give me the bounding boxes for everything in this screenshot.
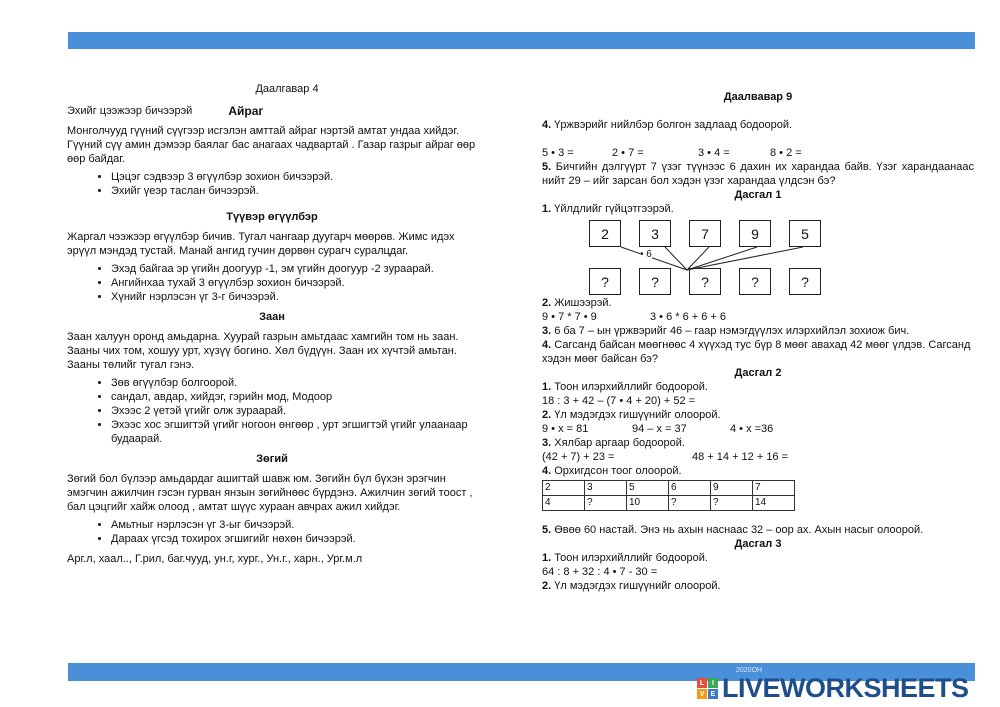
- expression: 8 • 2 =: [770, 147, 802, 159]
- expression: (42 + 7) + 23 =: [542, 451, 615, 463]
- question: 2. Үл мэдэгдэх гишүүнийг олоорой.: [542, 580, 721, 592]
- expression: 5 • 3 =: [542, 147, 574, 159]
- task-list-4: [67, 518, 477, 546]
- table-row: [543, 481, 795, 496]
- question: 1. Үйлдлийг гүйцэтгээрэй.: [542, 203, 674, 215]
- top-box-row: [589, 220, 821, 247]
- table-cell: 6: [669, 481, 711, 496]
- number-box: 9: [739, 220, 771, 247]
- exercise-title: Дасгал 3: [734, 538, 782, 550]
- question: 5. Бичгийн дэлгүүрт 7 үзэг түүнээс 6 дахин их харандаа байв. Үзэг харандаанаас нийт 29 – ийг зарсан бол хэдэн үзэг харандаа үлдсэн бэ?: [542, 161, 974, 187]
- story-title: Айраг: [228, 104, 264, 118]
- number-box: 5: [789, 220, 821, 247]
- bottom-box-row: [589, 268, 821, 295]
- instruction: Эхийг цээжээр бичээрэй: [67, 105, 193, 117]
- story-text: Монголчууд гүүний сүүгээр исгэлэн амттай айраг нэртэй амтат ундаа хийдэг. Гүүний сүү амин дэмээр баялаг бас анагаах чадвартай . Газар газрыг айраг өөр өөр байдаг.: [67, 125, 476, 165]
- year-label: 2020ОН: [736, 667, 763, 674]
- fill-words: Арг.л, хаал.., Г.рил, баг.чууд, ун.г, хург., Ун.г., харн., Ург.м.л: [67, 553, 363, 565]
- section-text: Заан халуун оронд амьдарна. Хуурай газрын амьтдаас хамгийн том нь заан. Зааны чих том, хошуу урт, хүзүү богино. Хөл бүдүүн. Заан их хүчтэй амьтан. Зааны төлийг тугал гэнэ.: [67, 331, 459, 371]
- expression-row: [542, 310, 974, 324]
- expression: 48 + 14 + 12 + 16 =: [692, 451, 789, 463]
- task-list-2: [67, 262, 477, 304]
- table-cell: 14: [753, 496, 795, 511]
- section-text: Зөгий бол бүлээр амьдардаг ашигтай шавж юм. Зөгийн бүл бүхэн эрэгчин эмэгчин ажилчин гэсэн гурван янзын зөгийнөөс бүрдэнэ. Ажилчин зөгий тоост , бал цэцгийг хайж олоод , амтат шүүс хураан авчрах ажил хийдэг.: [67, 473, 473, 513]
- task-title: Даалгавар 4: [255, 83, 319, 95]
- expression: 2 • 7 =: [612, 147, 644, 159]
- arrow-label: • 6: [640, 249, 652, 260]
- table-cell: 7: [753, 481, 795, 496]
- top-banner: [68, 32, 975, 49]
- question: 3. 6 ба 7 – ын үржвэрийг 46 – гаар нэмэгдүүлэх илэрхийлэл зохиож бич.: [542, 325, 910, 337]
- box-diagram: [542, 220, 974, 296]
- logo-text: LIVEWORKSHEETS: [722, 673, 969, 703]
- answer-box[interactable]: ?: [589, 268, 621, 295]
- table-cell: 10: [627, 496, 669, 511]
- expression-row: [542, 450, 974, 464]
- list-item: • Ангийнхаа тухай 3 өгүүлбэр зохион бичээрэй.: [111, 276, 477, 290]
- logo-icon: L I V E: [697, 678, 718, 699]
- question: 4. Сагсанд байсан мөөгнөөс 4 хүүхэд тус бүр 8 мөөг авахад 42 мөөг үлдэв. Сагсанд хэдэн мөөг байсан бэ?: [542, 339, 971, 365]
- exercise-title: Дасгал 1: [734, 189, 782, 201]
- list-item: • Дараах үгсэд тохирох эгшигийг нөхөн бичээрэй.: [111, 532, 477, 546]
- expression: 3 • 6 * 6 + 6 + 6: [650, 311, 727, 323]
- question: 1. Тоон илэрхийллийг бодоорой.: [542, 552, 708, 564]
- number-box: 2: [589, 220, 621, 247]
- expression: 9 • x = 81: [542, 423, 589, 435]
- left-column: [67, 82, 477, 566]
- list-item: • сандал, авдар, хийдэг, гэрийн мод, Модоор: [111, 390, 477, 404]
- question: 1. Тоон илэрхийллийг бодоорой.: [542, 381, 708, 393]
- expression: 4 • x =36: [730, 423, 774, 435]
- table-cell: 3: [585, 481, 627, 496]
- table-cell: 5: [627, 481, 669, 496]
- section-title: Зөгий: [256, 453, 288, 465]
- number-box: 7: [689, 220, 721, 247]
- answer-box[interactable]: ?: [689, 268, 721, 295]
- table-cell: 2: [543, 481, 585, 496]
- task-list-3: [67, 376, 477, 446]
- list-item: • Хүнийг нэрлэсэн үг 3-г бичээрэй.: [111, 290, 477, 304]
- list-item: • Эхэд байгаа эр үгийн доогуур -1, эм үгийн доогуур -2 зураарай.: [111, 262, 477, 276]
- table-cell: 4: [543, 496, 585, 511]
- table-cell: 9: [711, 481, 753, 496]
- question: 3. Хялбар аргаар бодоорой.: [542, 437, 685, 449]
- table-cell[interactable]: ?: [669, 496, 711, 511]
- list-item: • Эхээс 2 үетэй үгийг олж зураарай.: [111, 404, 477, 418]
- question: 2. Үл мэдэгдэх гишүүнийг олоорой.: [542, 409, 721, 421]
- task-title: Даалвавар 9: [723, 91, 793, 103]
- list-item: • Эхийг үеэр таслан бичээрэй.: [111, 184, 477, 198]
- question: 4. Үржвэрийг нийлбэр болгон задлаад бодоорой.: [542, 119, 793, 131]
- list-item: • Эхээс хос эгшигтэй үгийг ногоон өнгөөр , урт эгшигтэй үгийг улаанаар будаарай.: [111, 418, 477, 446]
- task-list-1: [67, 170, 477, 198]
- list-item: • Цэцэг сэдвээр 3 өгүүлбэр зохион бичээрэй.: [111, 170, 477, 184]
- section-text: Жаргал чээжээр өгүүлбэр бичив. Тугал чангаар дуугарч мөөрөв. Жимс идэх эрүүл мэндэд тустай. Манай ангид гучин дөрвөн сурагч суралцдаг.: [67, 231, 455, 257]
- list-item: • Амьтныг нэрлэсэн үг 3-ыг бичээрэй.: [111, 518, 477, 532]
- expression: 18 : 3 + 42 – (7 • 4 + 20) + 52 =: [542, 395, 696, 407]
- list-item: • Зөв өгүүлбэр болгоорой.: [111, 376, 477, 390]
- answer-box[interactable]: ?: [739, 268, 771, 295]
- question: 4. Орхигдсон тоог олоорой.: [542, 465, 682, 477]
- answer-box[interactable]: ?: [639, 268, 671, 295]
- expression: 3 • 4 =: [698, 147, 730, 159]
- expression: 64 : 8 + 32 : 4 • 7 - 30 =: [542, 566, 658, 578]
- number-table: [542, 480, 795, 511]
- table-cell[interactable]: ?: [711, 496, 753, 511]
- table-row: [543, 496, 795, 511]
- expression-row: [542, 146, 974, 160]
- expression-row: [542, 422, 974, 436]
- question: 5. Өвөө 60 настай. Энэ нь ахын наснаас 32 – оор ах. Ахын насыг олоорой.: [542, 524, 924, 536]
- number-box: 3: [639, 220, 671, 247]
- exercise-title: Дасгал 2: [734, 367, 782, 379]
- expression: 9 • 7 * 7 • 9: [542, 311, 597, 323]
- table-cell[interactable]: ?: [585, 496, 627, 511]
- expression: 94 – x = 37: [632, 423, 687, 435]
- answer-box[interactable]: ?: [789, 268, 821, 295]
- right-column: [542, 90, 974, 593]
- section-title: Заан: [259, 311, 285, 323]
- section-title: Түүвэр өгүүлбэр: [226, 211, 318, 223]
- question: 2. Жишээрэй.: [542, 297, 612, 309]
- instruction-row: [67, 104, 477, 118]
- liveworksheets-logo[interactable]: [697, 673, 969, 704]
